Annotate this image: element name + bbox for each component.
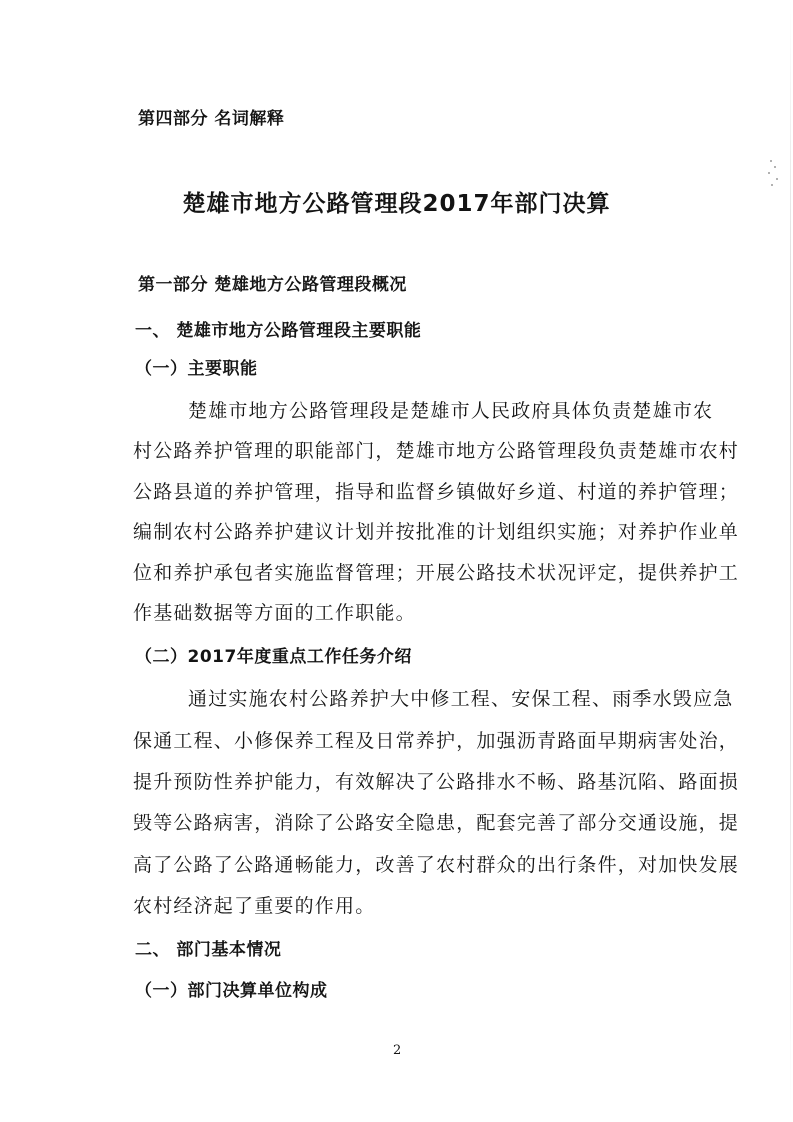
document-title: 楚雄市地方公路管理段2017年部门决算 xyxy=(182,191,611,217)
paragraph-line: 毁等公路病害，消除了公路安全隐患，配套完善了部分交通设施，提 xyxy=(133,812,740,834)
paragraph-line: 高了公路了公路通畅能力，改善了农村群众的出行条件，对加快发展 xyxy=(133,854,740,876)
subsection3-heading: （一）部门决算单位构成 xyxy=(135,981,328,1001)
paragraph-line: 编制农村公路养护建议计划并按批准的计划组织实施；对养护作业单 xyxy=(133,521,740,543)
part1-heading: 第一部分 楚雄地方公路管理段概况 xyxy=(138,275,407,295)
subsection2-heading: （二）2017年度重点工作任务介绍 xyxy=(135,647,412,667)
paragraph-line: 提升预防性养护能力，有效解决了公路排水不畅、路基沉陷、路面损 xyxy=(133,771,740,793)
paragraph-line: 保通工程、小修保养工程及日常养护，加强沥青路面早期病害处治， xyxy=(133,730,740,752)
paragraph-line: 公路县道的养护管理，指导和监督乡镇做好乡道、村道的养护管理； xyxy=(133,481,740,503)
page-number: 2 xyxy=(393,1043,402,1058)
section2-heading: 二、 部门基本情况 xyxy=(135,940,282,960)
paragraph-line: 楚雄市地方公路管理段是楚雄市人民政府具体负责楚雄市农 xyxy=(188,400,714,422)
part4-heading: 第四部分 名词解释 xyxy=(138,109,285,129)
paragraph-line: 作基础数据等方面的工作职能。 xyxy=(133,602,416,624)
paragraph-line: 通过实施农村公路养护大中修工程、安保工程、雨季水毁应急 xyxy=(188,688,734,710)
paragraph-line: 农村经济起了重要的作用。 xyxy=(133,895,376,917)
subsection1-heading: （一）主要职能 xyxy=(135,359,258,379)
scan-edge-shadow xyxy=(790,0,791,1122)
paragraph-line: 位和养护承包者实施监督管理；开展公路技术状况评定，提供养护工 xyxy=(133,562,740,584)
paragraph-line: 村公路养护管理的职能部门，楚雄市地方公路管理段负责楚雄市农村 xyxy=(133,440,740,462)
section1-heading: 一、 楚雄市地方公路管理段主要职能 xyxy=(135,321,422,341)
